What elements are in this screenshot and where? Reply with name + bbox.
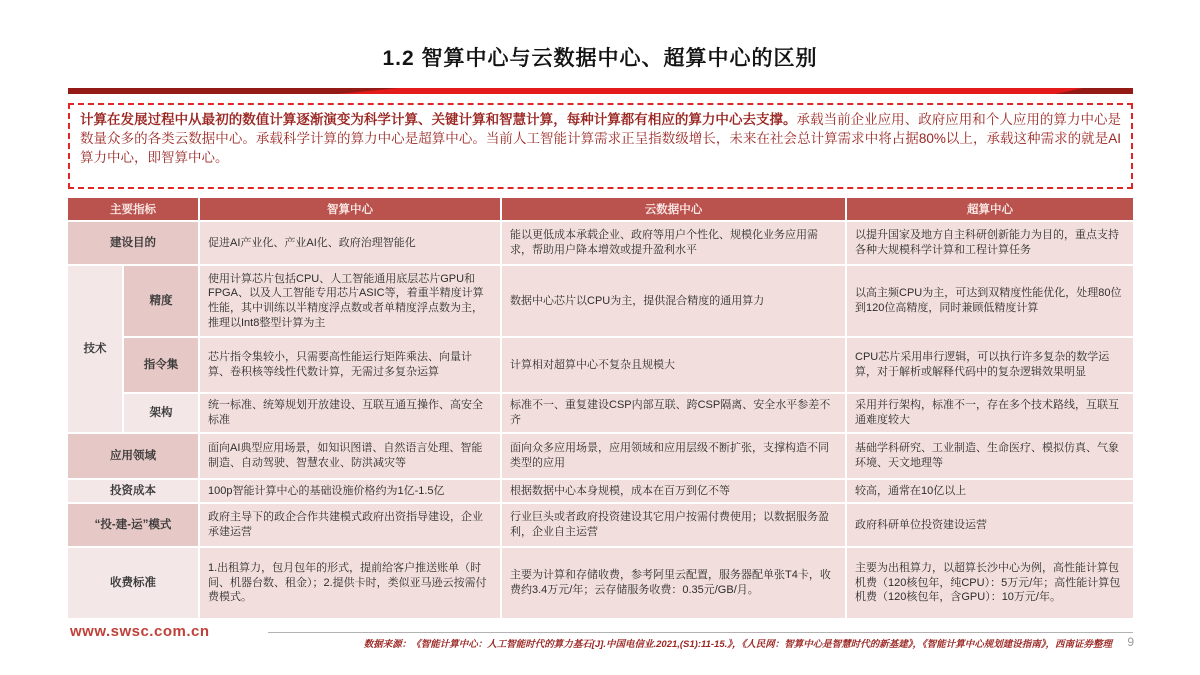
row-label-pricing: 收费标准 xyxy=(68,548,198,618)
comparison-table xyxy=(66,196,1135,620)
table-row-architecture xyxy=(68,394,1133,432)
cell-pricing-aidc: 1.出租算力，包月包年的形式，提前给客户推送账单（时间、机器台数、租金）；2.提供卡时，类似亚马逊云按需付费模式。 xyxy=(200,548,500,618)
row-label-build-operate-model: “投-建-运”模式 xyxy=(68,504,198,546)
cell-instruction-super: CPU芯片采用串行逻辑，可以执行许多复杂的数学运算，对于解析或解释代码中的复杂逻辑效果明显 xyxy=(847,338,1133,392)
cell-architecture-cloud: 标准不一、重复建设CSP内部互联、跨CSP隔离、安全水平参差不齐 xyxy=(502,394,845,432)
cell-instruction-cloud: 计算相对超算中心不复杂且规模大 xyxy=(502,338,845,392)
cell-pricing-cloud: 主要为计算和存储收费，参考阿里云配置，服务器配单张T4卡，收费约3.4万元/年；云存储服务收费：0.35元/GB/月。 xyxy=(502,548,845,618)
cell-architecture-super: 采用并行架构，标准不一，存在多个技术路线，互联互通难度较大 xyxy=(847,394,1133,432)
table-header-row xyxy=(68,198,1133,220)
cell-purpose-aidc: 促进AI产业化、产业AI化、政府治理智能化 xyxy=(200,222,500,264)
summary-callout xyxy=(68,103,1133,189)
title-underline-right-segment xyxy=(1055,88,1133,94)
cell-pricing-super: 主要为出租算力，以超算长沙中心为例，高性能计算包机费（120核包年，纯CPU）：5万元/年；高性能计算包机费（120核包年，含GPU）：10万元/年。 xyxy=(847,548,1133,618)
cell-precision-super: 以高主频CPU为主，可达到双精度性能优化，处理80位到120位高精度，同时兼顾低精度计算 xyxy=(847,266,1133,336)
cell-application-super: 基础学科研究、工业制造、生命医疗、模拟仿真、气象环境、天文地理等 xyxy=(847,434,1133,478)
summary-lead-text: 计算在发展过程中从最初的数值计算逐渐演变为科学计算、关键计算和智慧计算，每种计算都有相应的算力中心去支撑。 xyxy=(80,112,797,127)
page-title: 1.2 智算中心与云数据中心、超算中心的区别 xyxy=(382,47,818,70)
cell-model-super: 政府科研单位投资建设运营 xyxy=(847,504,1133,546)
cell-application-cloud: 面向众多应用场景，应用领域和应用层级不断扩张，支撑构造不同类型的应用 xyxy=(502,434,845,478)
table-row-pricing xyxy=(68,548,1133,618)
website-url: www.swsc.com.cn xyxy=(70,623,210,640)
footer-divider-line xyxy=(268,632,1133,633)
row-label-precision: 精度 xyxy=(124,266,198,336)
header-cloud-data-center: 云数据中心 xyxy=(502,198,845,220)
cell-purpose-super: 以提升国家及地方自主科研创新能力为目的，重点支持各种大规模科学计算和工程计算任务 xyxy=(847,222,1133,264)
cell-precision-cloud: 数据中心芯片以CPU为主，提供混合精度的通用算力 xyxy=(502,266,845,336)
cell-application-aidc: 面向AI典型应用场景，如知识图谱、自然语言处理、智能制造、自动驾驶、智慧农业、防洪减灾等 xyxy=(200,434,500,478)
table-row-build-operate-model xyxy=(68,504,1133,546)
header-supercomputing-center: 超算中心 xyxy=(847,198,1133,220)
cell-cost-cloud: 根据数据中心本身规模，成本在百万到亿不等 xyxy=(502,480,845,502)
row-label-architecture: 架构 xyxy=(124,394,198,432)
row-group-technology: 技术 xyxy=(68,266,122,432)
cell-precision-aidc: 使用计算芯片包括CPU、人工智能通用底层芯片GPU和FPGA、以及人工智能专用芯片ASIC等，着重半精度计算性能，其中训练以半精度浮点数或者单精度浮点数为主，推理以Int8整型计算为主 xyxy=(200,266,500,336)
summary-body-text: 承载当前企业应用、政府应用和个人应用的算力中心是数量众多的各类云数据中心。承载科学计算的算力中心是超算中心。当前人工智能计算需求正呈指数级增长，未来在社会总计算需求中将占据80%以上，承载这种需求的就是AI算力中心，即智算中心。 xyxy=(80,112,1122,166)
row-label-purpose: 建设目的 xyxy=(68,222,198,264)
header-ai-computing-center: 智算中心 xyxy=(200,198,500,220)
header-main-metrics: 主要指标 xyxy=(68,198,198,220)
table-row-instruction-set xyxy=(68,338,1133,392)
cell-model-aidc: 政府主导下的政企合作共建模式政府出资指导建设，企业承建运营 xyxy=(200,504,500,546)
cell-cost-super: 较高，通常在10亿以上 xyxy=(847,480,1133,502)
row-label-application: 应用领域 xyxy=(68,434,198,478)
cell-architecture-aidc: 统一标准、统筹规划开放建设、互联互通互操作、高安全标准 xyxy=(200,394,500,432)
row-label-instruction-set: 指令集 xyxy=(124,338,198,392)
table-row-precision xyxy=(68,266,1133,336)
cell-purpose-cloud: 能以更低成本承载企业、政府等用户个性化、规模化业务应用需求，帮助用户降本增效或提升盈利水平 xyxy=(502,222,845,264)
table-row-investment-cost xyxy=(68,480,1133,502)
title-underline-left-segment xyxy=(68,88,398,94)
cell-instruction-aidc: 芯片指令集较小，只需要高性能运行矩阵乘法、向量计算、卷积核等线性代数计算，无需过多复杂运算 xyxy=(200,338,500,392)
cell-model-cloud: 行业巨头或者政府投资建设其它用户按需付费使用；以数据服务盈利，企业自主运营 xyxy=(502,504,845,546)
page-number: 9 xyxy=(1127,635,1134,649)
data-source-note: 数据来源：《智能计算中心：人工智能时代的算力基石[J].中国电信业.2021,(S1):11-15.》，《人民网：智算中心是智慧时代的新基建》，《智能计算中心规划建设指南》，西南证券整理 xyxy=(363,639,1112,650)
cell-cost-aidc: 100p智能计算中心的基础设施价格约为1亿-1.5亿 xyxy=(200,480,500,502)
table-row-application xyxy=(68,434,1133,478)
title-underline xyxy=(68,88,1133,94)
row-label-investment-cost: 投资成本 xyxy=(68,480,198,502)
table-row-purpose xyxy=(68,222,1133,264)
